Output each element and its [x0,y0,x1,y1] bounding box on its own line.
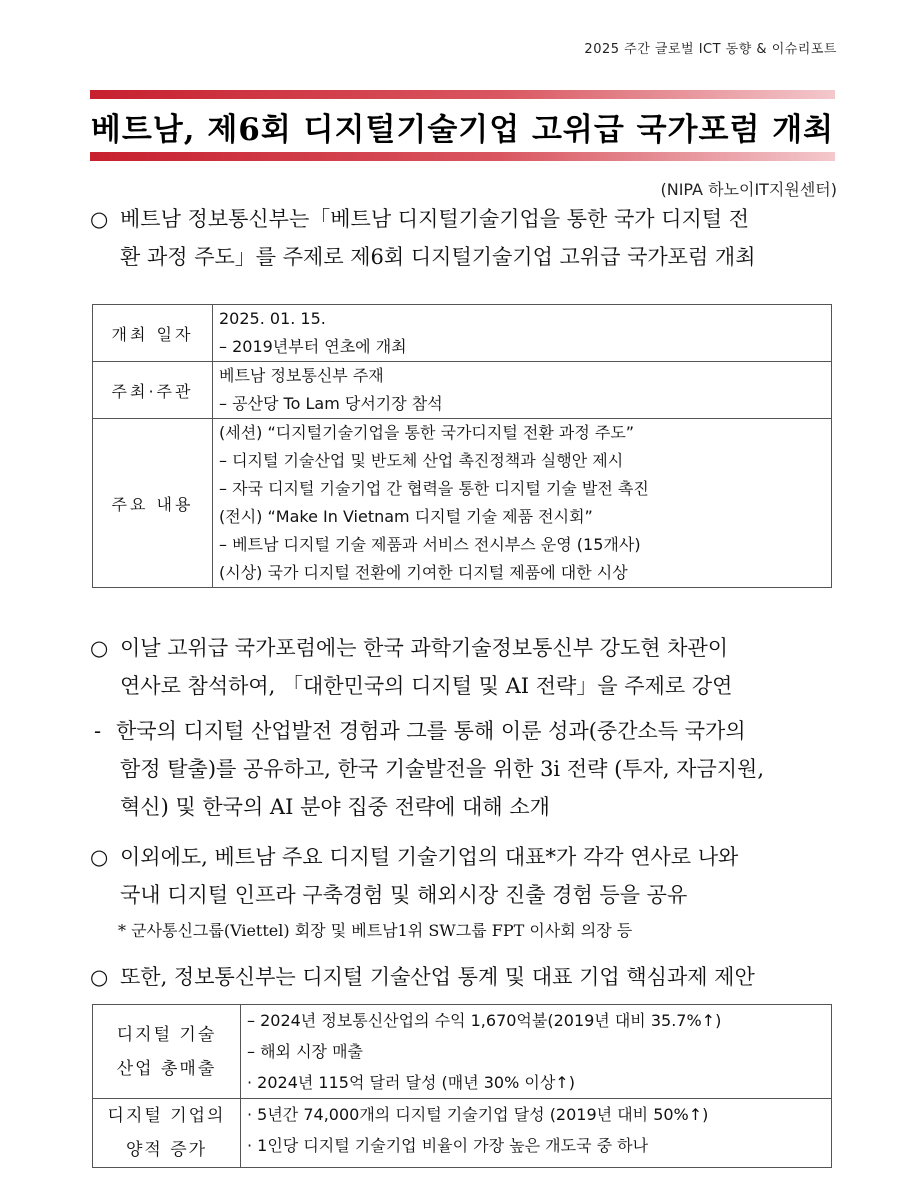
revenue-line: – 해외 시장 매출 [247,1042,363,1061]
dash-bullet-icon: - [94,719,102,743]
growth-cell [241,1099,832,1168]
content-line: – 자국 디지털 기술기업 간 협력을 통한 디지털 기술 발전 촉진 [219,479,649,498]
keynote-line-1: 이날 고위급 국가포럼에는 한국 과학기술정보통신부 강도현 차관이 [120,636,729,660]
table-row [93,1005,832,1099]
source-attribution: (NIPA 하노이IT지원센터) [660,180,837,199]
table-row [93,419,832,588]
strategy-line-2: 함정 탈출)를 공유하고, 한국 기술발전을 위한 3i 전략 (투자, 자금지원, [120,757,765,781]
revenue-line: · 2024년 115억 달러 달성 (매년 30% 이상↑) [247,1073,575,1092]
content-line: – 디지털 기술산업 및 반도체 산업 촉진정책과 실행안 제시 [219,451,624,470]
korea-strategy-paragraph [90,712,838,826]
circle-bullet-icon: ○ [90,207,109,231]
content-line: (시상) 국가 디지털 전환에 기여한 디지털 제품에 대한 시상 [219,563,628,582]
main-content-cell [213,419,832,588]
title-bar-top [90,90,835,99]
event-date-cell [213,305,832,362]
page-title: 베트남, 제6회 디지털기술기업 고위급 국가포럼 개최 [90,111,835,148]
event-date-detail: – 2019년부터 연초에 개최 [219,337,407,356]
host-cell [213,362,832,419]
circle-bullet-icon: ○ [90,965,109,989]
speakers-line-2: 국내 디지털 인프라 구축경험 및 해외시장 진출 경험 등을 공유 [120,883,688,907]
revenue-cell [241,1005,832,1099]
table-row [93,305,832,362]
speakers-paragraph [90,838,838,914]
host-label: 주최·주관 [93,362,213,419]
content-line: (전시) “Make In Vietnam 디지털 기술 제품 전시회” [219,507,593,526]
revenue-label-line-2: 산업 총매출 [116,1058,217,1079]
host-value: 베트남 정보통신부 주재 [219,366,384,385]
main-content-label: 주요 내용 [93,419,213,588]
report-series-header: 2025 주간 글로벌 ICT 동향 & 이슈리포트 [584,42,837,57]
strategy-line-1: 한국의 디지털 산업발전 경험과 그를 통해 이룬 성과(중간소득 국가의 [116,719,746,743]
intro-line-2: 환 과정 주도」를 주제로 제6회 디지털기술기업 고위급 국가포럼 개최 [120,245,756,269]
title-bar-bottom [90,152,835,161]
table-row [93,362,832,419]
circle-bullet-icon: ○ [90,636,109,660]
event-info-table [92,304,832,588]
revenue-label-line-1: 디지털 기술 [116,1024,217,1045]
table-row [93,1099,832,1168]
event-date-value: 2025. 01. 15. [219,309,326,328]
growth-line: · 1인당 디지털 기술기업 비율이 가장 높은 개도국 중 하나 [247,1136,649,1155]
intro-paragraph [90,200,838,276]
growth-label-line-1: 디지털 기업의 [107,1106,226,1126]
event-date-label: 개최 일자 [93,305,213,362]
host-detail: – 공산당 To Lam 당서기장 참석 [219,394,443,413]
speakers-line-1: 이외에도, 베트남 주요 디지털 기술기업의 대표*가 각각 연사로 나와 [120,845,739,869]
proposal-line-1: 또한, 정보통신부는 디지털 기술산업 통계 및 대표 기업 핵심과제 제안 [120,965,755,989]
strategy-line-3: 혁신) 및 한국의 AI 분야 집중 전략에 대해 소개 [120,795,550,819]
growth-label [93,1099,241,1168]
circle-bullet-icon: ○ [90,845,109,869]
proposal-paragraph [90,958,838,996]
growth-line: · 5년간 74,000개의 디지털 기술기업 달성 (2019년 대비 50%↑) [247,1105,709,1124]
keynote-line-2: 연사로 참석하여, 「대한민국의 디지털 및 AI 전략」을 주제로 강연 [120,674,733,698]
growth-label-line-2: 양적 증가 [125,1140,208,1160]
revenue-line: – 2024년 정보통신산업의 수익 1,670억불(2019년 대비 35.7%↑) [247,1011,722,1030]
content-line: (세션) “디지털기술기업을 통한 국가디지털 전환 과정 주도” [219,423,635,442]
intro-line-1: 베트남 정보통신부는「베트남 디지털기술기업을 통한 국가 디지털 전 [120,207,750,231]
keynote-paragraph [90,629,838,705]
statistics-table [92,1004,832,1168]
footnote: * 군사통신그룹(Viettel) 회장 및 베트남1위 SW그룹 FPT 이사회 의장 등 [118,921,633,940]
content-line: – 베트남 디지털 기술 제품과 서비스 전시부스 운영 (15개사) [219,535,641,554]
revenue-label [93,1005,241,1099]
